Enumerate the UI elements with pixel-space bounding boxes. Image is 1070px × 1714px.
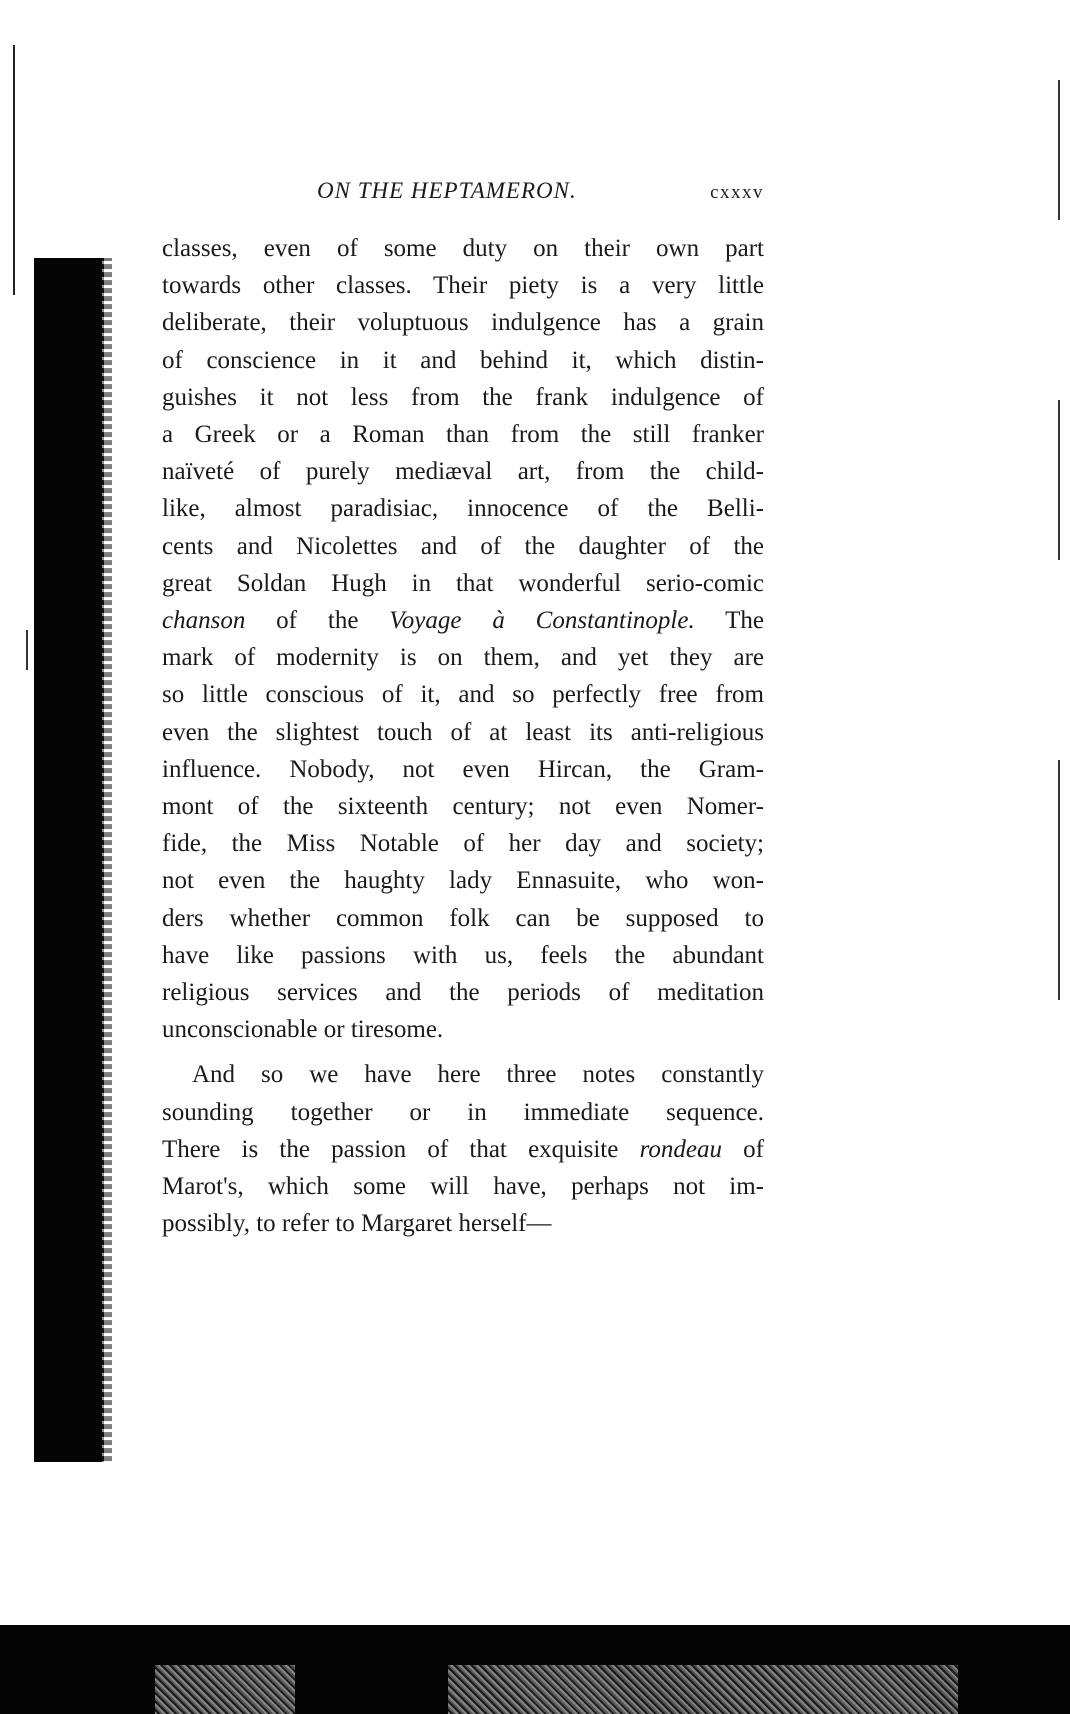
scan-speckle	[448, 1665, 958, 1714]
text-line: guishes it not less from the frank indulgence of	[162, 383, 764, 411]
text-line: deliberate, their voluptuous indulgence has a grain	[162, 309, 764, 337]
scan-speckle	[155, 1665, 295, 1714]
text-line: ders whether common folk can be supposed to	[162, 904, 764, 932]
text-line: unconscionable or tiresome.	[162, 1016, 444, 1044]
text-line: Marot's, which some will have, perhaps not im-	[162, 1173, 764, 1201]
text-line: not even the haughty lady Ennasuite, who won-	[162, 867, 764, 895]
italic-title-chanson: chanson	[162, 607, 246, 635]
scan-margin-line	[13, 45, 15, 295]
italic-term-rondeau: rondeau	[639, 1135, 722, 1163]
text-line: of conscience in it and behind it, which distin-	[162, 346, 764, 374]
scan-margin-line	[1058, 760, 1060, 1000]
scan-binding-shadow	[34, 258, 104, 1462]
text-line: naïveté of purely mediæval art, from the child-	[162, 458, 764, 486]
scan-margin-line	[1058, 80, 1060, 220]
text-line: influence. Nobody, not even Hircan, the Gram-	[162, 755, 764, 783]
running-title: ON THE HEPTAMERON.	[317, 178, 577, 203]
text-line: mark of modernity is on them, and yet they are	[162, 644, 764, 672]
scan-bottom-edge	[0, 1625, 1070, 1714]
text-line: a Greek or a Roman than from the still franker	[162, 421, 764, 449]
text-line: religious services and the periods of meditation	[162, 979, 764, 1007]
italic-title-voyage: Voyage à Constantinople.	[389, 607, 695, 635]
text-line: even the slightest touch of at least its anti-religious	[162, 718, 764, 746]
text-line: chanson of the Voyage à Constantinople. The	[162, 607, 764, 635]
text-line: great Soldan Hugh in that wonderful serio-comic	[162, 569, 764, 597]
body-text	[162, 230, 764, 1242]
scan-margin-line	[26, 630, 28, 670]
page-header	[162, 178, 764, 208]
text-line: classes, even of some duty on their own part	[162, 235, 764, 262]
text-line: so little conscious of it, and so perfectly free from	[162, 681, 764, 709]
paragraph	[162, 1056, 764, 1242]
scan-margin-line	[1058, 400, 1060, 560]
text-line: fide, the Miss Notable of her day and society;	[162, 830, 764, 858]
text-line: have like passions with us, feels the abundant	[162, 941, 764, 969]
text-line: cents and Nicolettes and of the daughter of the	[162, 532, 764, 560]
paragraph	[162, 230, 764, 1048]
text-line: sounding together or in immediate sequence.	[162, 1098, 764, 1126]
page-number: cxxxv	[710, 182, 764, 203]
text-line: like, almost paradisiac, innocence of the Belli-	[162, 495, 764, 523]
text-line: mont of the sixteenth century; not even Nomer-	[162, 793, 764, 821]
text-line: And so we have here three notes constantly	[192, 1061, 764, 1089]
text-line: There is the passion of that exquisite rondeau of	[162, 1135, 765, 1163]
text-line: possibly, to refer to Margaret herself—	[162, 1210, 552, 1238]
text-line: towards other classes. Their piety is a very little	[162, 272, 764, 300]
